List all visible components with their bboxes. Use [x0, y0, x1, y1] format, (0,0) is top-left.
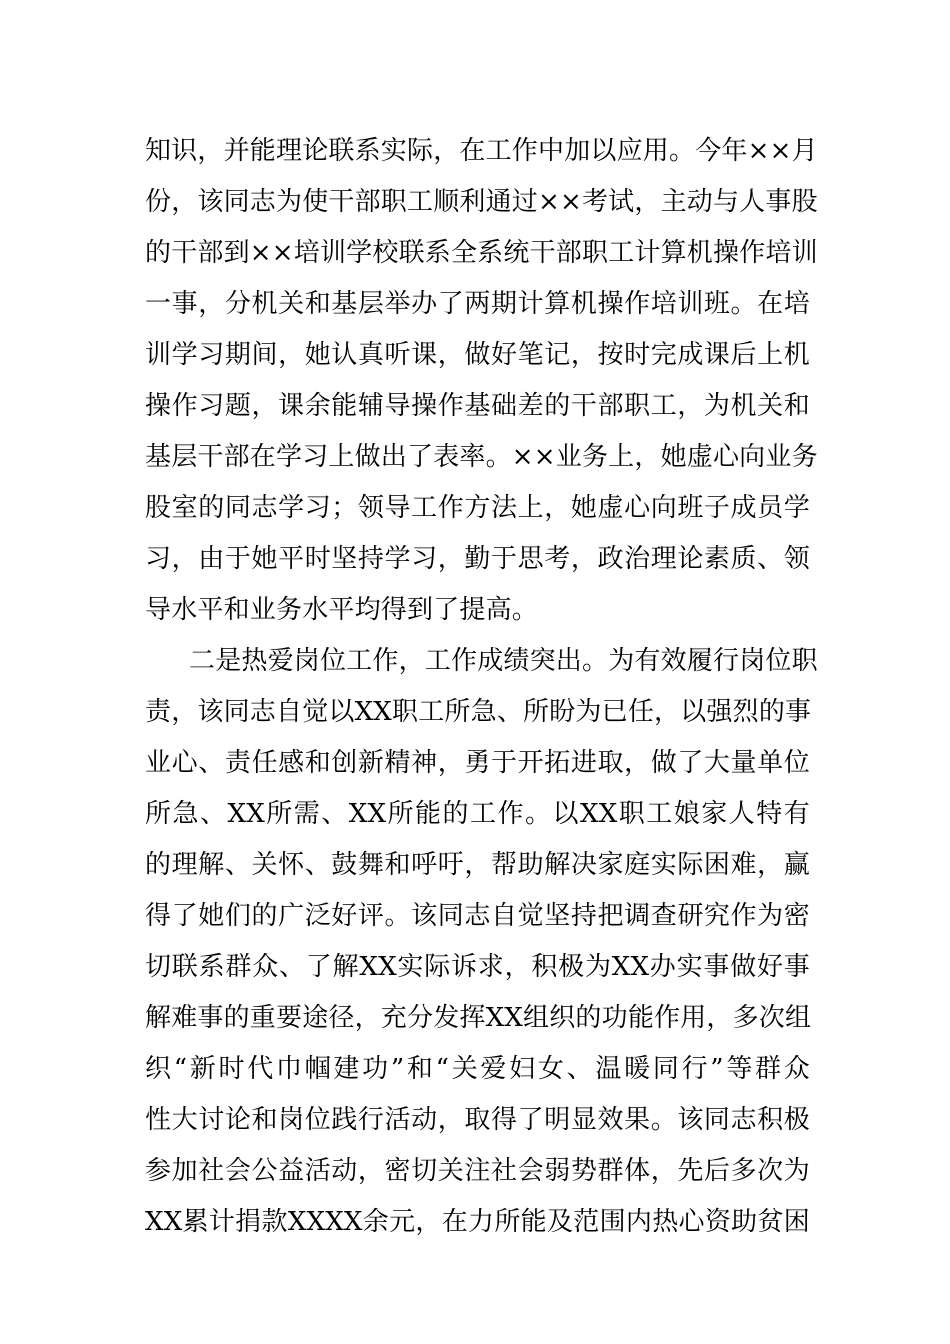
text-line: 织“新时代巾帼建功”和“关爱妇女、温暖同行”等群众	[145, 1054, 810, 1084]
body-text	[145, 126, 818, 1248]
text-line: 知识，并能理论联系实际，在工作中加以应用。今年××月	[145, 136, 818, 166]
text-line: 责，该同志自觉以XX职工所急、所盼为已任，以强烈的事	[145, 697, 812, 727]
text-line: 份，该同志为使干部职工顺利通过××考试，主动与人事股	[145, 187, 818, 217]
text-line: 的干部到××培训学校联系全系统干部职工计算机操作培训	[145, 238, 818, 268]
text-line: 切联系群众、了解XX实际诉求，积极为XX办实事做好事	[145, 952, 810, 982]
text-line: 操作习题，课余能辅导操作基础差的干部职工，为机关和	[145, 391, 810, 421]
paragraph-end-line: 导水平和业务水平均得到了提高。	[145, 595, 539, 625]
text-line: 解难事的重要途径，充分发挥XX组织的功能作用，多次组	[145, 1003, 812, 1033]
text-line: 所急、XX所需、XX所能的工作。以XX职工娘家人特有	[145, 799, 810, 829]
paragraph-start-line: 二是热爱岗位工作，工作成绩突出。为有效履行岗位职	[189, 646, 818, 676]
text-line: XX累计捐款XXXX余元，在力所能及范围内热心资助贫困	[145, 1207, 810, 1237]
text-line: 基层干部在学习上做出了表率。××业务上，她虚心向业务	[145, 442, 818, 472]
text-line: 股室的同志学习；领导工作方法上，她虚心向班子成员学	[145, 493, 810, 523]
text-line: 得了她们的广泛好评。该同志自觉坚持把调查研究作为密	[145, 901, 810, 931]
text-line: 习，由于她平时坚持学习，勤于思考，政治理论素质、领	[145, 544, 810, 574]
text-line: 训学习期间，她认真听课，做好笔记，按时完成课后上机	[145, 340, 810, 370]
text-line: 的理解、关怀、鼓舞和呼吁，帮助解决家庭实际困难，赢	[145, 850, 810, 880]
text-line: 性大讨论和岗位践行活动，取得了明显效果。该同志积极	[145, 1105, 810, 1135]
text-line: 一事，分机关和基层举办了两期计算机操作培训班。在培	[145, 289, 810, 319]
text-line: 业心、责任感和创新精神，勇于开拓进取，做了大量单位	[145, 748, 810, 778]
text-line: 参加社会公益活动，密切关注社会弱势群体，先后多次为	[145, 1156, 810, 1186]
